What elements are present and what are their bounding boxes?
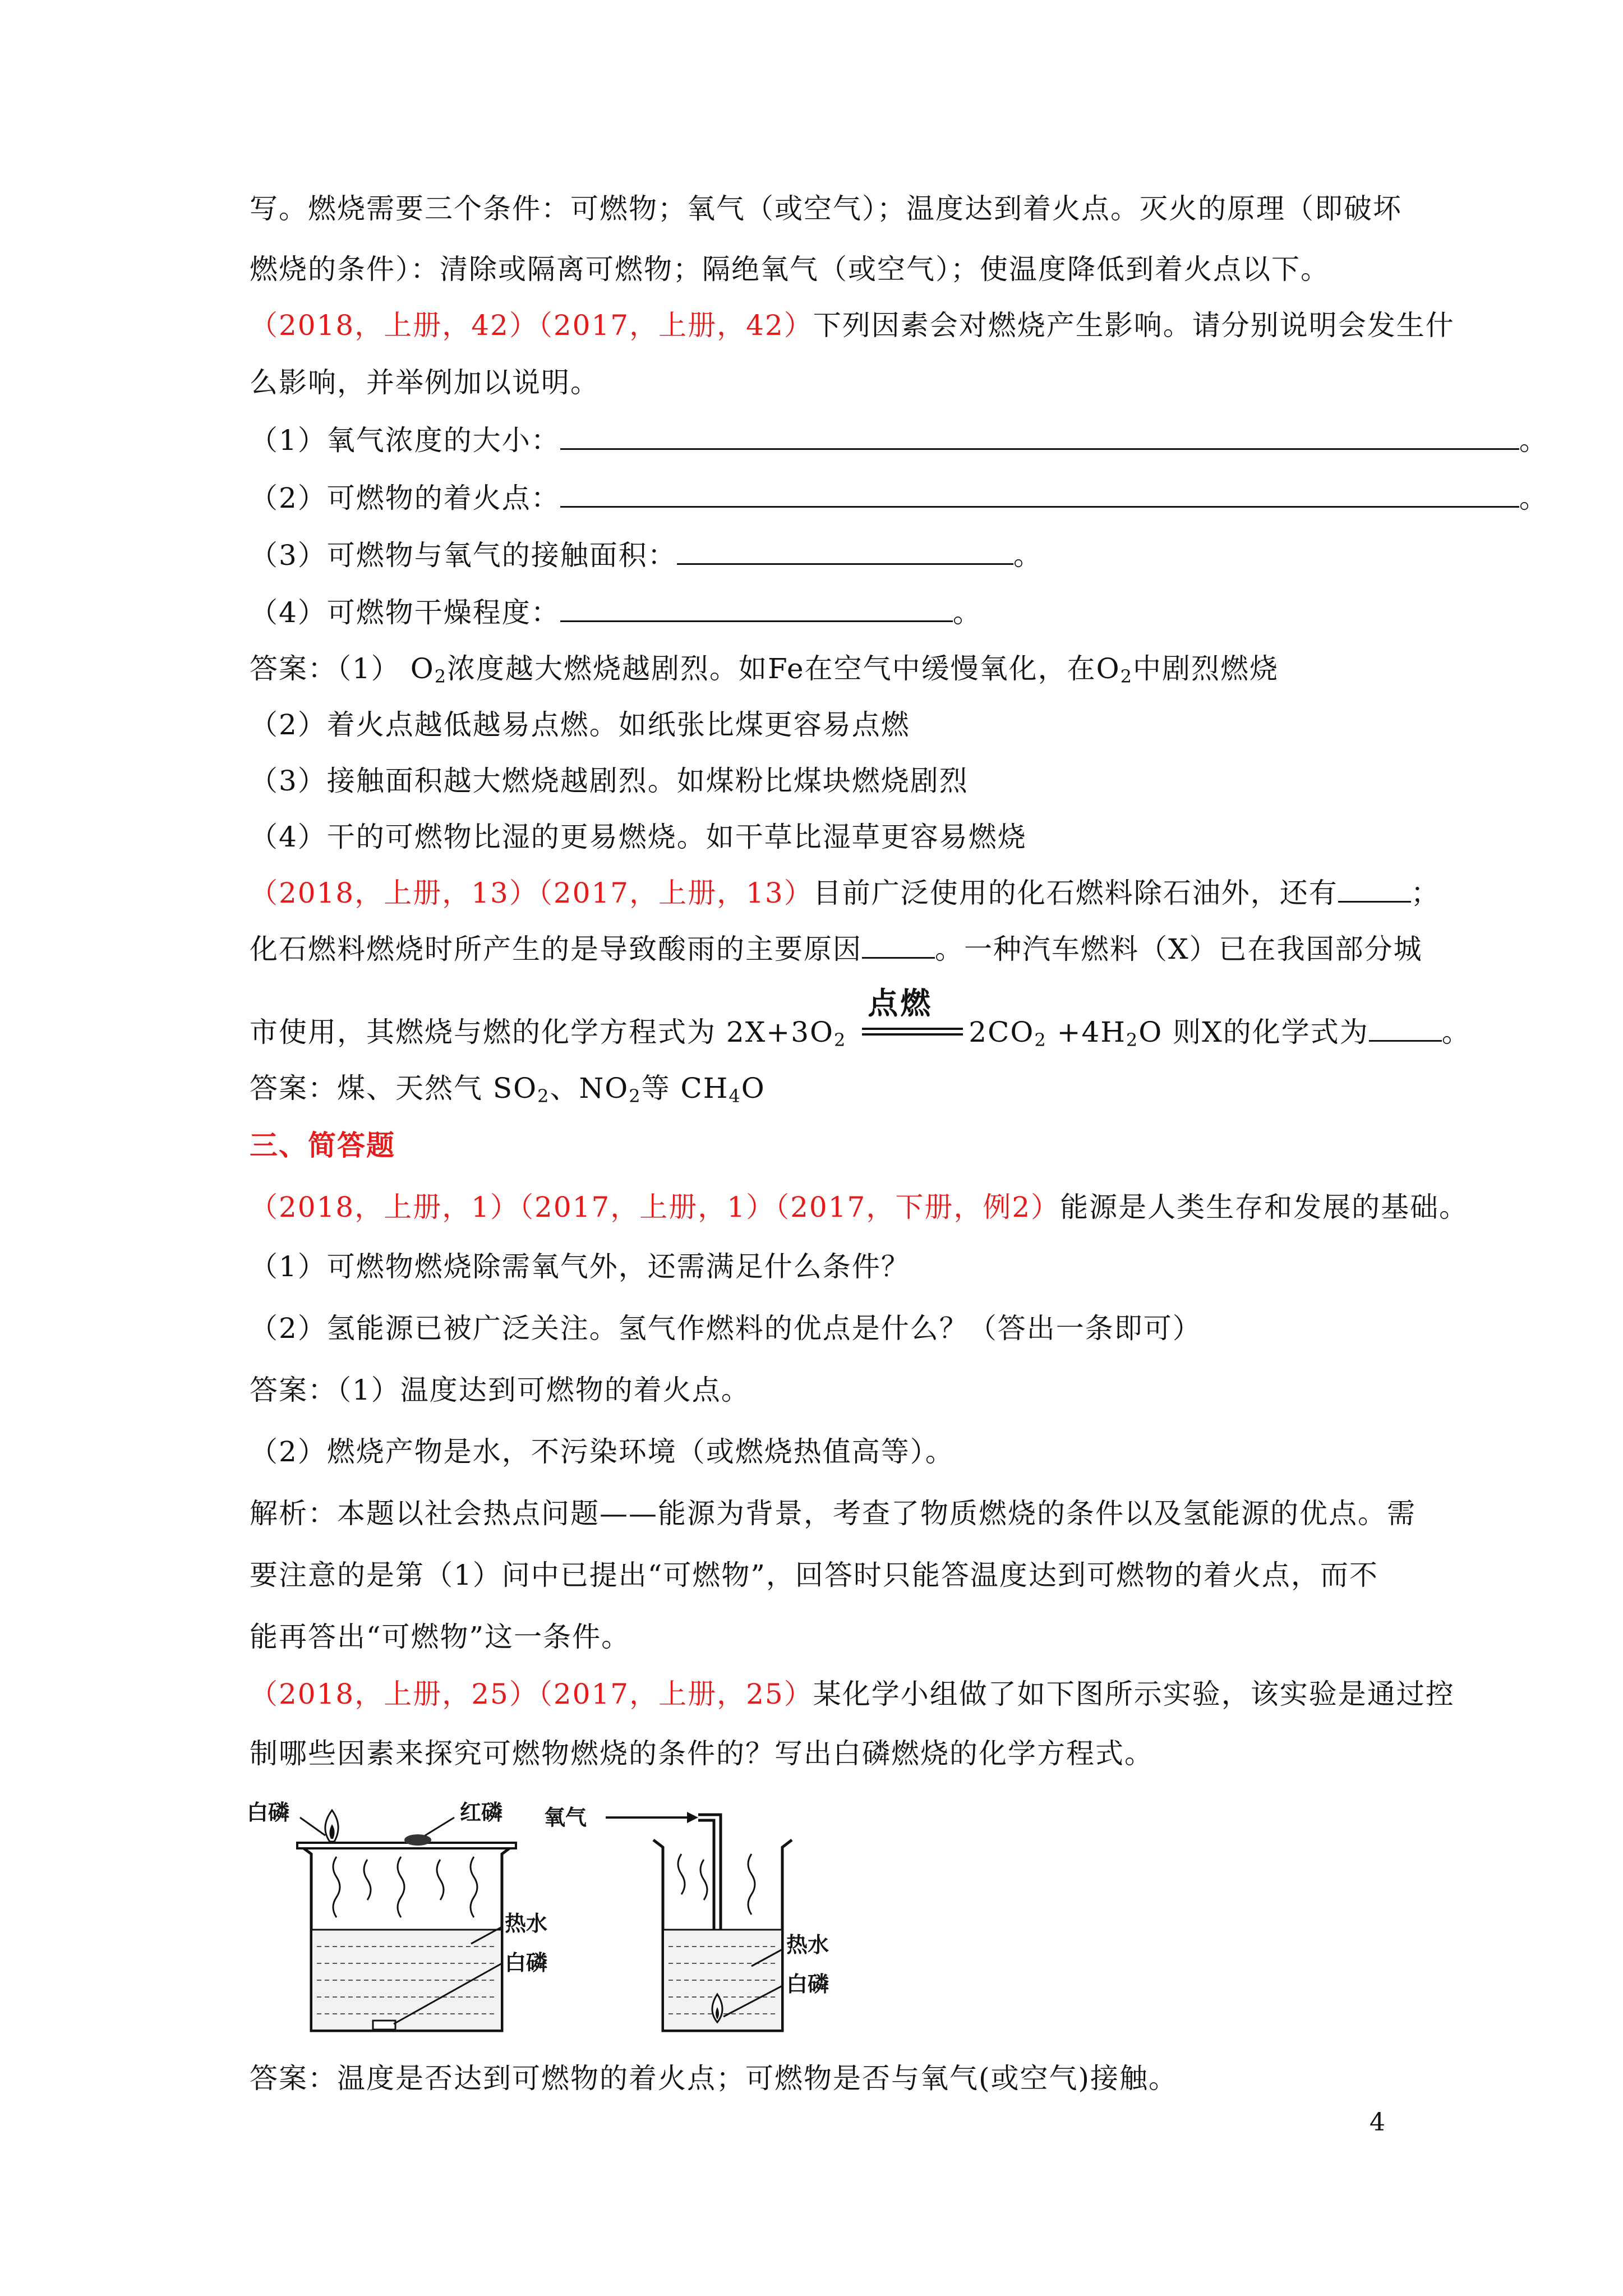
figure-label: 红磷 bbox=[460, 1800, 503, 1825]
answer-line-1: 答案：（1）温度达到可燃物的着火点。 bbox=[250, 1374, 750, 1406]
subscript: 4 bbox=[728, 1085, 741, 1107]
item-label: （2）可燃物的着火点： bbox=[250, 482, 560, 514]
equals-bar bbox=[862, 1028, 963, 1030]
subscript: 2 bbox=[1120, 666, 1133, 687]
answer-text: 、NO bbox=[550, 1072, 629, 1105]
answer-blank[interactable] bbox=[560, 481, 1519, 508]
analysis-line-3: 能再答出“可燃物”这一条件。 bbox=[250, 1621, 631, 1653]
analysis-line-2: 要注意的是第（1）问中已提出“可燃物”，回答时只能答温度达到可燃物的着火点，而不 bbox=[250, 1559, 1378, 1591]
answer-line-3: （3）接触面积越大燃烧越剧烈。如煤粉比煤块燃烧剧烈 bbox=[250, 765, 969, 797]
condition-label: 点燃 bbox=[868, 985, 933, 1021]
item-label: （1）氧气浓度的大小： bbox=[250, 424, 560, 457]
answer-line bbox=[250, 1071, 766, 1105]
blank-item-2 bbox=[250, 481, 1548, 515]
equation-text: 2CO bbox=[969, 1016, 1035, 1048]
answer-line-2: （2）着火点越低越易点燃。如纸张比煤更容易点燃 bbox=[250, 708, 910, 741]
figure-label: 白磷 bbox=[505, 1950, 548, 1975]
figure-label: 氧气 bbox=[544, 1805, 587, 1830]
question-3-line-1 bbox=[250, 1190, 1468, 1224]
analysis-line-1: 解析：本题以社会热点问题——能源为背景，考查了物质燃烧的条件以及氢能源的优点。需 bbox=[250, 1497, 1416, 1530]
blank-item-3 bbox=[250, 539, 1043, 572]
question-4-line-2: 制哪些因素来探究可燃物燃烧的条件的？写出白磷燃烧的化学方程式。 bbox=[250, 1737, 1154, 1770]
subscript: 2 bbox=[834, 1029, 847, 1051]
answer-blank[interactable] bbox=[560, 424, 1519, 450]
question-source: （2018，上册，25）（2017，上册，25） bbox=[250, 1678, 813, 1710]
subscript: 2 bbox=[537, 1085, 550, 1107]
item-label: （3）可燃物与氧气的接触面积： bbox=[250, 539, 677, 572]
page-number: 4 bbox=[1370, 2108, 1385, 2137]
answer-blank[interactable] bbox=[677, 539, 1013, 565]
experiment-figure-left bbox=[247, 1795, 561, 2042]
subscript: 2 bbox=[1126, 1029, 1139, 1051]
question-text: 化石燃料燃烧时所产生的是导致酸雨的主要原因 bbox=[250, 933, 862, 965]
answer-text: 答案：煤、天然气 SO bbox=[250, 1072, 538, 1105]
question-text: 。一种汽车燃料（X）已在我国部分城 bbox=[935, 933, 1423, 965]
item-label: （4）可燃物干燥程度： bbox=[250, 596, 560, 629]
subscript: 2 bbox=[434, 666, 448, 687]
question-3-sub-2: （2）氢能源已被广泛关注。氢气作燃料的优点是什么？（答出一条即可） bbox=[250, 1312, 1202, 1345]
question-text: 某化学小组做了如下图所示实验，该实验是通过控 bbox=[813, 1678, 1455, 1710]
question-source: （2018，上册，42）（2017，上册，42） bbox=[250, 309, 813, 342]
answer-line-2: （2）燃烧产物是水，不污染环境（或燃烧热值高等）。 bbox=[250, 1435, 955, 1468]
question-text: 下列因素会对燃烧产生影响。请分别说明会发生什 bbox=[813, 309, 1455, 342]
paragraph-line: 燃烧的条件）：清除或隔离可燃物；隔绝氧气（或空气）；使温度降低到着火点以下。 bbox=[250, 253, 1330, 286]
equation-text: +4H bbox=[1046, 1016, 1126, 1048]
question-1-line-2: 么影响，并举例加以说明。 bbox=[250, 366, 600, 399]
question-text: 目前广泛使用的化石燃料除石油外，还有 bbox=[813, 877, 1338, 909]
question-source: （2018，上册，1）（2017，上册，1）（2017，下册，例2） bbox=[250, 1191, 1061, 1223]
question-text: O 则X的化学式为 bbox=[1138, 1016, 1369, 1048]
answer-text: 中剧烈燃烧 bbox=[1132, 652, 1279, 685]
blank-item-1 bbox=[250, 424, 1548, 457]
question-2-line-2 bbox=[250, 932, 1423, 966]
end-mark: 。 bbox=[1519, 424, 1548, 457]
figure-label: 白磷 bbox=[786, 1972, 829, 1996]
section-title: 三、简答题 bbox=[250, 1129, 395, 1162]
question-3-sub-1: （1）可燃物燃烧除需氧气外，还需满足什么条件？ bbox=[250, 1250, 910, 1283]
question-2-line-1 bbox=[250, 876, 1440, 910]
answer-text: 等 CH bbox=[641, 1072, 729, 1105]
answer-text: O bbox=[741, 1072, 766, 1105]
answer-blank[interactable] bbox=[1369, 1015, 1442, 1042]
answer-line-1 bbox=[250, 652, 1279, 685]
answer-blank[interactable] bbox=[560, 596, 953, 622]
question-source: （2018，上册，13）（2017，上册，13） bbox=[250, 877, 813, 909]
end-mark: 。 bbox=[1013, 539, 1043, 572]
end-mark: 。 bbox=[952, 596, 982, 629]
end-mark: 。 bbox=[1519, 482, 1548, 514]
answer-text: （1） O bbox=[337, 652, 435, 685]
question-text: 能源是人类生存和发展的基础。 bbox=[1060, 1191, 1469, 1223]
subscript: 2 bbox=[629, 1085, 642, 1107]
paragraph-line: 写。燃烧需要三个条件：可燃物；氧气（或空气）；温度达到着火点。灭火的原理（即破坏 bbox=[250, 192, 1402, 225]
answer-text: 浓度越大燃烧越剧烈。如Fe在空气中缓慢氧化，在O bbox=[447, 652, 1121, 685]
reaction-condition bbox=[856, 985, 969, 1049]
answer-label: 答案： bbox=[250, 652, 337, 685]
answer-blank[interactable] bbox=[862, 932, 935, 959]
chemical-equation-line bbox=[250, 985, 1471, 1051]
figure-label: 白磷 bbox=[247, 1800, 290, 1825]
answer-blank[interactable] bbox=[1338, 876, 1411, 903]
blank-item-4 bbox=[250, 596, 982, 629]
punctuation: ； bbox=[1410, 877, 1440, 909]
figure-label: 热水 bbox=[505, 1911, 548, 1936]
question-4-line-1 bbox=[250, 1677, 1455, 1711]
answer-line: 答案：温度是否达到可燃物的着火点；可燃物是否与氧气(或空气)接触。 bbox=[250, 2062, 1178, 2095]
equals-bar bbox=[862, 1033, 963, 1036]
subscript: 2 bbox=[1034, 1029, 1047, 1051]
experiment-figure-right bbox=[544, 1798, 869, 2039]
question-1-line-1 bbox=[250, 309, 1455, 342]
figure-label: 热水 bbox=[786, 1932, 829, 1957]
punctuation: 。 bbox=[1441, 1016, 1471, 1048]
question-text: 市使用，其燃烧与燃的化学方程式为 2X+3O bbox=[250, 1016, 834, 1048]
answer-line-4: （4）干的可燃物比湿的更易燃烧。如干草比湿草更容易燃烧 bbox=[250, 821, 1027, 853]
